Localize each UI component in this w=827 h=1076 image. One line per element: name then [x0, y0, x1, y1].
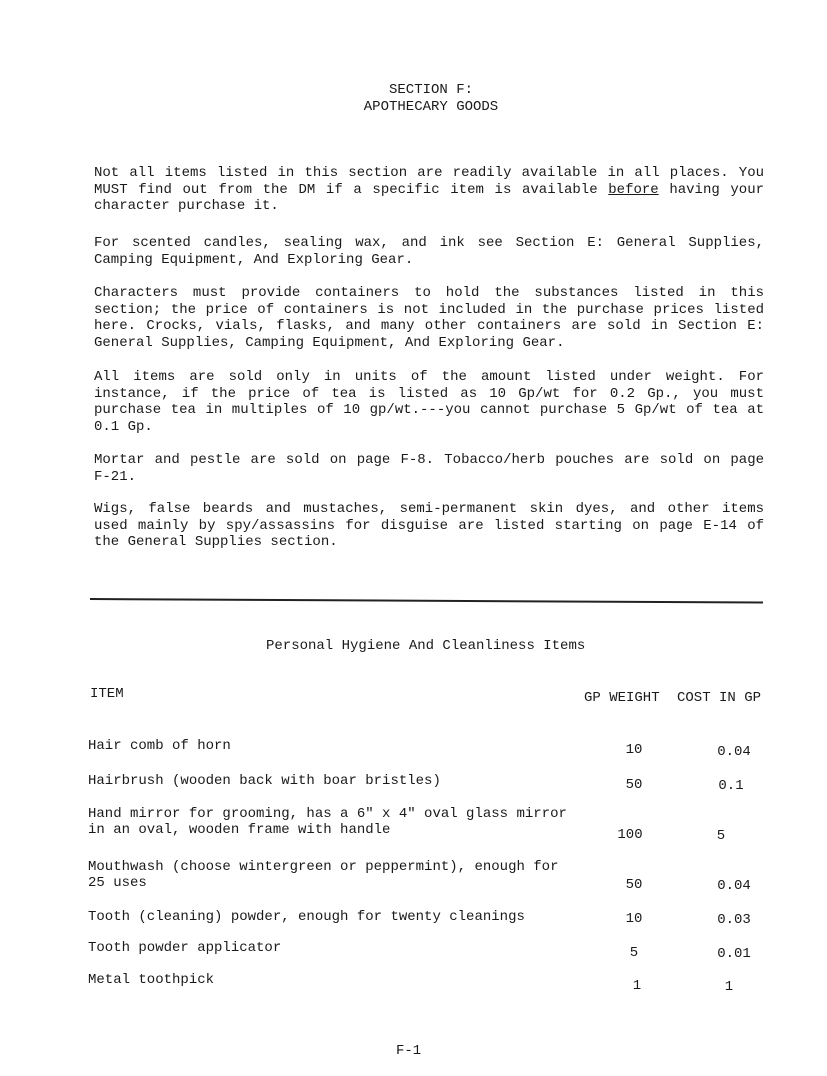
- item-cost: 0.1: [718, 778, 744, 794]
- item-cost: 0.04: [717, 878, 751, 894]
- item-weight: 1: [632, 978, 642, 994]
- column-header-cost: COST IN GP: [677, 690, 762, 706]
- section-label: SECTION F:: [388, 82, 473, 98]
- intro-paragraph-candles: For scented candles, sealing wax, and ink see Section E: General Supplies, Camping Equipment, And Exploring Gear.: [94, 235, 764, 268]
- item-weight: 50: [625, 877, 643, 893]
- item-weight: 10: [625, 911, 643, 927]
- table-title: Personal Hygiene And Cleanliness Items: [266, 638, 586, 654]
- item-name: Mouthwash (choose wintergreen or peppermint), enough for 25 uses: [88, 859, 559, 891]
- item-cost: 0.01: [717, 946, 751, 962]
- item-cost: 5: [716, 828, 726, 844]
- horizontal-divider: [90, 598, 763, 604]
- item-cost: 0.04: [717, 744, 751, 760]
- item-name: Tooth powder applicator: [88, 940, 282, 956]
- intro-paragraph-mortar: Mortar and pestle are sold on page F-8. Tobacco/herb pouches are sold on page F-21.: [94, 452, 764, 485]
- section-title: APOTHECARY GOODS: [363, 99, 499, 115]
- item-weight: 5: [629, 945, 639, 961]
- intro-paragraph-units: All items are sold only in units of the amount listed under weight. For instance, if the price of tea is listed as 10 Gp/wt for 0.2 Gp., you must purchase tea in multiples of 10 gp/wt.---you cannot purchase 5 Gp/wt of tea at 0.1 Gp.: [94, 369, 764, 435]
- underlined-word: before: [608, 181, 659, 198]
- item-cost: 1: [724, 979, 734, 995]
- page-number: F-1: [396, 1043, 422, 1059]
- item-cost: 0.03: [717, 912, 751, 928]
- item-name: Metal toothpick: [88, 972, 215, 988]
- item-name: Hairbrush (wooden back with boar bristles): [88, 773, 441, 789]
- item-weight: 50: [625, 777, 643, 793]
- item-weight: 100: [617, 827, 643, 843]
- item-name: Hair comb of horn: [88, 738, 231, 754]
- item-name: Tooth (cleaning) powder, enough for twenty cleanings: [88, 909, 525, 925]
- intro-text: Not all items listed in this section are readily available in all places. You MUST find out from the DM if a specific item is available: [94, 165, 764, 198]
- intro-paragraph-disguise: Wigs, false beards and mustaches, semi-permanent skin dyes, and other items used mainly by spy/assassins for disguise are listed starting on page E-14 of the General Supplies section.: [94, 501, 764, 550]
- intro-text: having your character purchase it.: [94, 181, 764, 214]
- column-header-item: ITEM: [90, 686, 124, 702]
- item-name: Hand mirror for grooming, has a 6" x 4" oval glass mirror in an oval, wooden frame with handle: [88, 806, 567, 838]
- intro-paragraph-containers: Characters must provide containers to hold the substances listed in this section; the price of containers is not included in the purchase prices listed here. Crocks, vials, flasks, and many other containers are sold in Section E: General Supplies, Camping Equipment, And Exploring Gear.: [94, 285, 764, 351]
- intro-paragraph-availability: [94, 165, 764, 215]
- column-header-weight: GP WEIGHT: [584, 690, 660, 706]
- item-weight: 10: [625, 742, 643, 758]
